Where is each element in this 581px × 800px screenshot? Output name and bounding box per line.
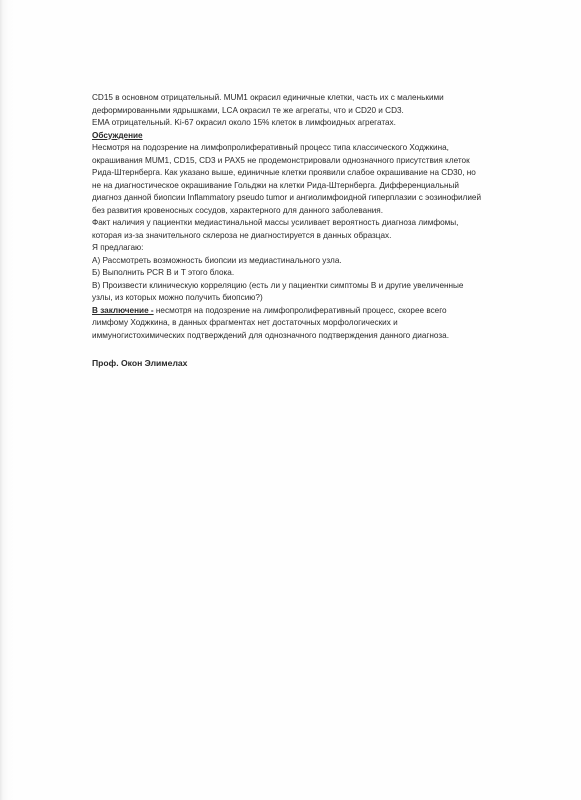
report-body [92, 92, 512, 377]
discussion-line: Факт наличия у пациентки медиастинальной массы усиливает вероятность диагноза лимфомы, [92, 218, 459, 227]
proposal-intro: Я предлагаю: [92, 243, 144, 252]
proposal-item: узлы, из которых можно получить биопсию?) [92, 293, 263, 302]
proposals-list [92, 255, 512, 305]
conclusion-line [92, 305, 512, 318]
proposal-item: Б) Выполнить PCR B и T этого блока. [92, 268, 235, 277]
findings-line: деформированными ядрышками, LCA окрасил те же агрегаты, что и CD20 и CD3. [92, 105, 404, 115]
discussion-heading: Обсуждение [92, 130, 143, 140]
proposal-item: А) Рассмотреть возможность биопсии из медиастинального узла. [92, 255, 342, 265]
findings-section [92, 92, 512, 130]
discussion-line: окрашивания MUM1, CD15, CD3 и PAX5 не продемонстрировали однозначного присутствия клеток [92, 155, 470, 165]
conclusion-line: иммуногистохимических подтверждений для однозначного подтверждения данного диагноза. [92, 330, 449, 340]
discussion-line: которая из-за значительного склероза не диагностируется в данных образцах. [92, 230, 392, 240]
conclusion-section [92, 305, 512, 343]
discussion-line: Рида-Штернберга. Как указано выше, единичные клетки проявили слабое окрашивание на CD30, но [92, 168, 476, 177]
discussion-section [92, 142, 512, 242]
findings-line: EMA отрицательный. Ki-67 окрасил около 15% клеток в лимфоидных агрегатах. [92, 118, 396, 127]
discussion-line: диагноз данной биопсии Inflammatory pseudo tumor и ангиолимфоидной гиперплазии с эозинофилией [92, 193, 482, 202]
conclusion-line: лимфому Ходжкина, в данных фрагментах нет достаточных морфологических и [92, 318, 398, 327]
proposal-item: В) Произвести клиническую корреляцию (есть ли у пациентки симптомы В и другие увеличенные [92, 280, 464, 290]
conclusion-label: В заключение - [92, 305, 154, 315]
discussion-line: не на диагностическое окрашивание Гольджи на клетки Рида-Штернберга. Дифференциальный [92, 180, 459, 190]
conclusion-text: несмотря на подозрение на лимфопролиферативный процесс, скорее всего [153, 305, 447, 315]
findings-line: CD15 в основном отрицательный. MUM1 окрасил единичные клетки, часть их с маленькими [92, 93, 444, 102]
signature: Проф. Окон Элимелах [92, 358, 188, 368]
discussion-line: без развития кровеносных сосудов, характерного для данного заболевания. [92, 205, 384, 215]
discussion-line: Несмотря на подозрение на лимфопролиферативный процесс типа классического Ходжкина, [92, 143, 449, 152]
